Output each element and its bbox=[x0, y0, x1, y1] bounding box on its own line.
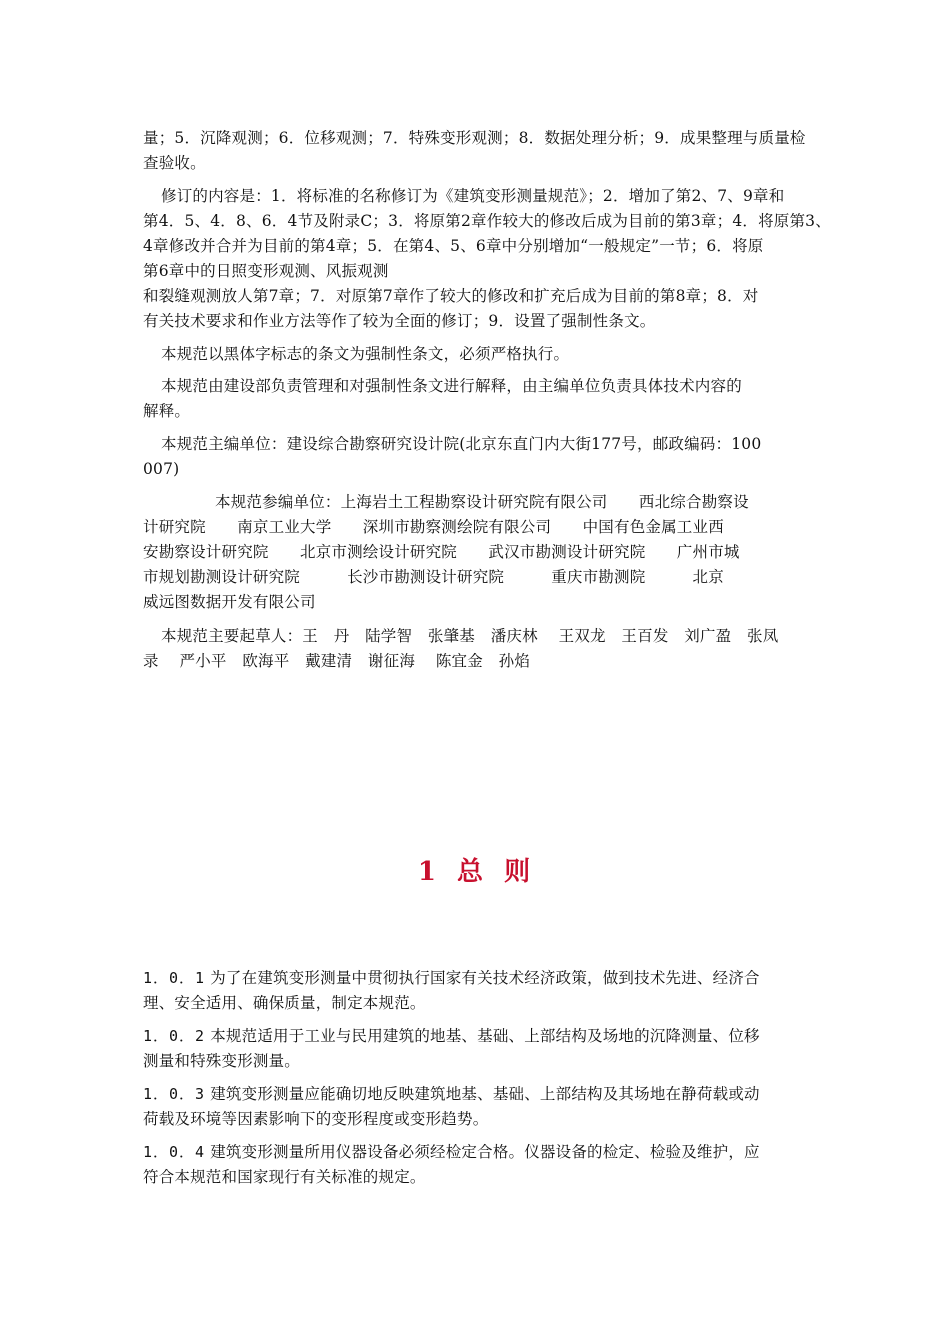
clause-number: 1．0．1 bbox=[143, 969, 206, 987]
paragraph-drafters bbox=[143, 624, 813, 674]
clause-text: 本规范适用于工业与民用建筑的地基、基础、上部结构及场地的沉降测量、位移 bbox=[210, 1027, 760, 1045]
text-line: 本规范以黑体字标志的条文为强制性条文，必须严格执行。 bbox=[161, 345, 570, 363]
text-line: 4章修改并合并为目前的第4章；5．在第4、5、6章中分别增加“一般规定”一节；6．将原 bbox=[143, 237, 764, 255]
clause-text: 建筑变形测量所用仪器设备必须经检定合格。仪器设备的检定、检验及维护，应 bbox=[210, 1143, 760, 1161]
text-line: 安勘察设计研究院 北京市测绘设计研究院 武汉市勘测设计研究院 广州市城 bbox=[143, 543, 740, 561]
text-line bbox=[143, 1082, 813, 1107]
text-line: 和裂缝观测放人第7章；7．对原第7章作了较大的修改和扩充后成为目前的第8章；8．对 bbox=[143, 287, 759, 305]
text-line: 第6章中的日照变形观测、风振观测 bbox=[143, 262, 389, 280]
paragraph-chief-editor bbox=[143, 432, 813, 482]
text-line: 测量和特殊变形测量。 bbox=[143, 1052, 301, 1070]
chapter-title: 1 总 则 bbox=[417, 857, 533, 887]
text-line: 符合本规范和国家现行有关标准的规定。 bbox=[143, 1168, 426, 1186]
text-line: 解释。 bbox=[143, 402, 191, 420]
text-line: 理、安全适用、确保质量，制定本规范。 bbox=[143, 994, 426, 1012]
text-line: 有关技术要求和作业方法等作了较为全面的修订；9．设置了强制性条文。 bbox=[143, 312, 656, 330]
text-line bbox=[143, 1140, 813, 1165]
text-line: 本规范主要起草人：王 丹 陆学智 张肇基 潘庆林 王双龙 王百发 刘广盈 张凤 bbox=[161, 627, 779, 645]
text-line: 市规划勘测设计研究院 长沙市勘测设计研究院 重庆市勘测院 北京 bbox=[143, 568, 724, 586]
text-line: 本规范由建设部负责管理和对强制性条文进行解释，由主编单位负责具体技术内容的 bbox=[161, 377, 742, 395]
text-line: 量；5．沉降观测；6．位移观测；7．特殊变形观测；8．数据处理分析；9．成果整理与质量检 bbox=[143, 129, 806, 147]
text-line: 计研究院 南京工业大学 深圳市勘察测绘院有限公司 中国有色金属工业西 bbox=[143, 518, 724, 536]
clause-number: 1．0．2 bbox=[143, 1027, 206, 1045]
text-line: 第4．5、4．8、6．4节及附录C；3．将原第2章作较大的修改后成为目前的第3章；4．将原第3、 bbox=[143, 212, 831, 230]
paragraph-revision-content bbox=[143, 184, 831, 334]
clause-number: 1．0．4 bbox=[143, 1143, 206, 1161]
text-line bbox=[143, 966, 813, 991]
text-line: 007) bbox=[143, 460, 180, 478]
clause-1-0-4 bbox=[143, 1140, 813, 1190]
text-line: 威远图数据开发有限公司 bbox=[143, 593, 316, 611]
paragraph-management bbox=[143, 374, 813, 424]
text-line: 录 严小平 欧海平 戴建清 谢征海 陈宜金 孙焰 bbox=[143, 652, 531, 670]
text-line: 本规范参编单位：上海岩土工程勘察设计研究院有限公司 西北综合勘察设 bbox=[215, 493, 749, 511]
paragraph-mandatory-clauses bbox=[143, 342, 813, 367]
clause-1-0-2 bbox=[143, 1024, 813, 1074]
clause-text: 为了在建筑变形测量中贯彻执行国家有关技术经济政策，做到技术先进、经济合 bbox=[210, 969, 760, 987]
text-line bbox=[143, 1024, 813, 1049]
clause-1-0-1 bbox=[143, 966, 813, 1016]
clause-1-0-3 bbox=[143, 1082, 813, 1132]
text-line: 查验收。 bbox=[143, 154, 206, 172]
paragraph-observation-list bbox=[143, 126, 813, 176]
clause-text: 建筑变形测量应能确切地反映建筑地基、基础、上部结构及其场地在静荷载或动 bbox=[210, 1085, 760, 1103]
text-line: 荷载及环境等因素影响下的变形程度或变形趋势。 bbox=[143, 1110, 489, 1128]
clause-number: 1．0．3 bbox=[143, 1085, 206, 1103]
paragraph-participating-units bbox=[143, 490, 813, 615]
text-line: 修订的内容是：1．将标准的名称修订为《建筑变形测量规范》；2．增加了第2、7、9章和 bbox=[161, 187, 785, 205]
text-line: 本规范主编单位：建设综合勘察研究设计院(北京东直门内大街177号，邮政编码：100 bbox=[161, 435, 762, 453]
